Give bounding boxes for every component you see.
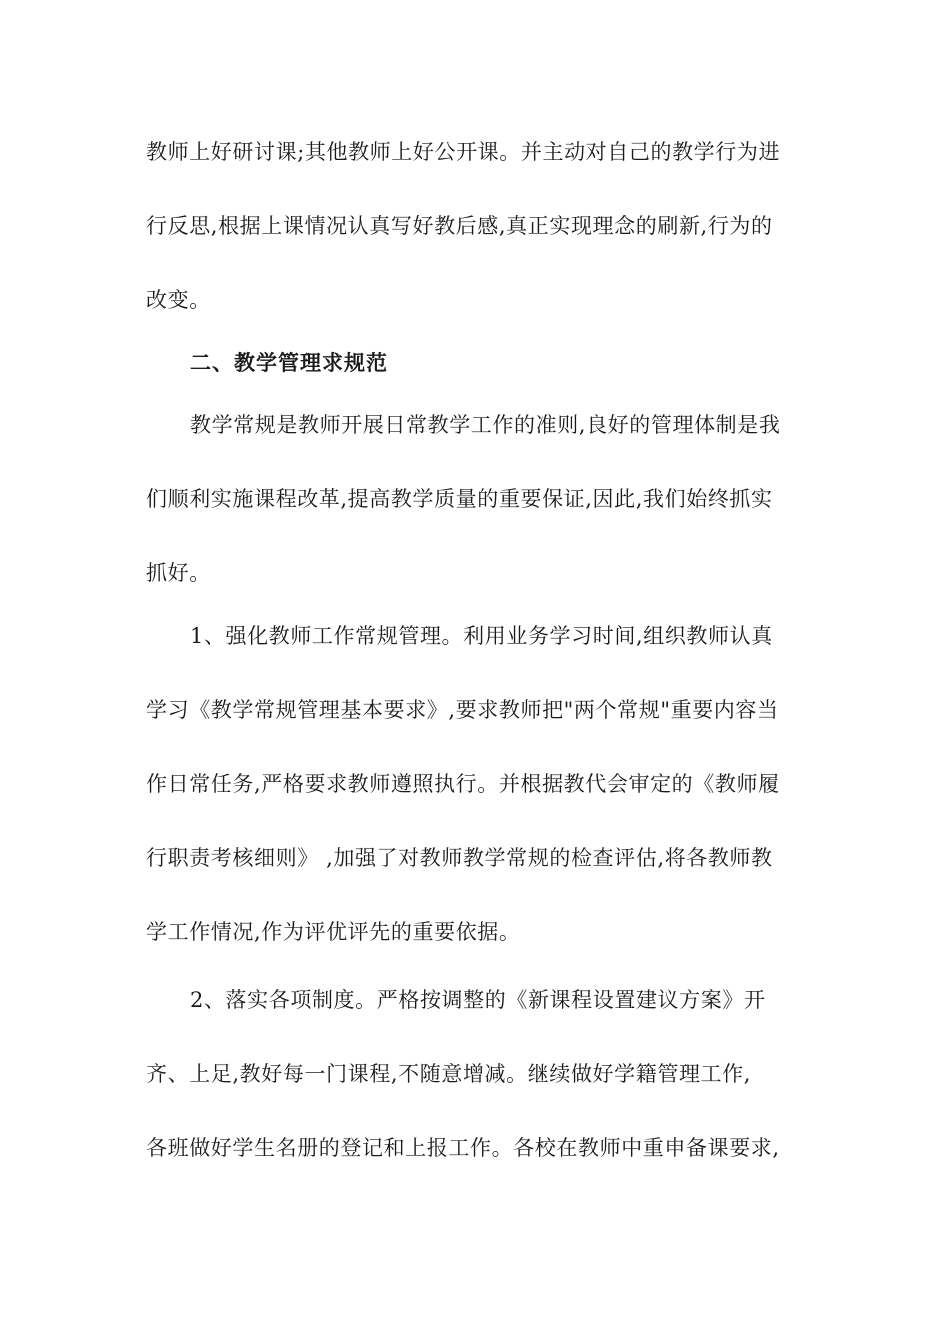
paragraph-line: 改变。 (146, 288, 211, 312)
paragraph-line: 教学常规是教师开展日常教学工作的准则,良好的管理体制是我 (190, 413, 781, 437)
paragraph-line: 学习《教学常规管理基本要求》,要求教师把"两个常规"重要内容当 (146, 698, 779, 722)
paragraph-line: 教师上好研讨课;其他教师上好公开课。并主动对自己的教学行为进 (146, 140, 781, 164)
paragraph-line: 2、落实各项制度。严格按调整的《新课程设置建议方案》开 (190, 988, 766, 1012)
paragraph-line: 学工作情况,作为评优评先的重要依据。 (146, 920, 521, 944)
paragraph-line: 齐、上足,教好每一门课程,不随意增减。继续做好学籍管理工作, (146, 1062, 752, 1086)
paragraph-line: 们顺利实施课程改革,提高教学质量的重要保证,因此,我们始终抓实 (146, 487, 773, 511)
paragraph-line: 各班做好学生名册的登记和上报工作。各校在教师中重申备课要求, (146, 1136, 780, 1160)
paragraph-line: 抓好。 (146, 561, 211, 585)
paragraph-line: 行反思,根据上课情况认真写好教后感,真正实现理念的刷新,行为的 (146, 214, 773, 238)
paragraph-line: 行职责考核细则》 ,加强了对教师教学常规的检查评估,将各教师教 (146, 846, 773, 870)
paragraph-line: 1、强化教师工作常规管理。利用业务学习时间,组织教师认真 (190, 624, 773, 648)
section-heading: 二、教学管理求规范 (190, 350, 388, 375)
paragraph-line: 作日常任务,严格要求教师遵照执行。并根据教代会审定的《教师履 (146, 772, 780, 796)
